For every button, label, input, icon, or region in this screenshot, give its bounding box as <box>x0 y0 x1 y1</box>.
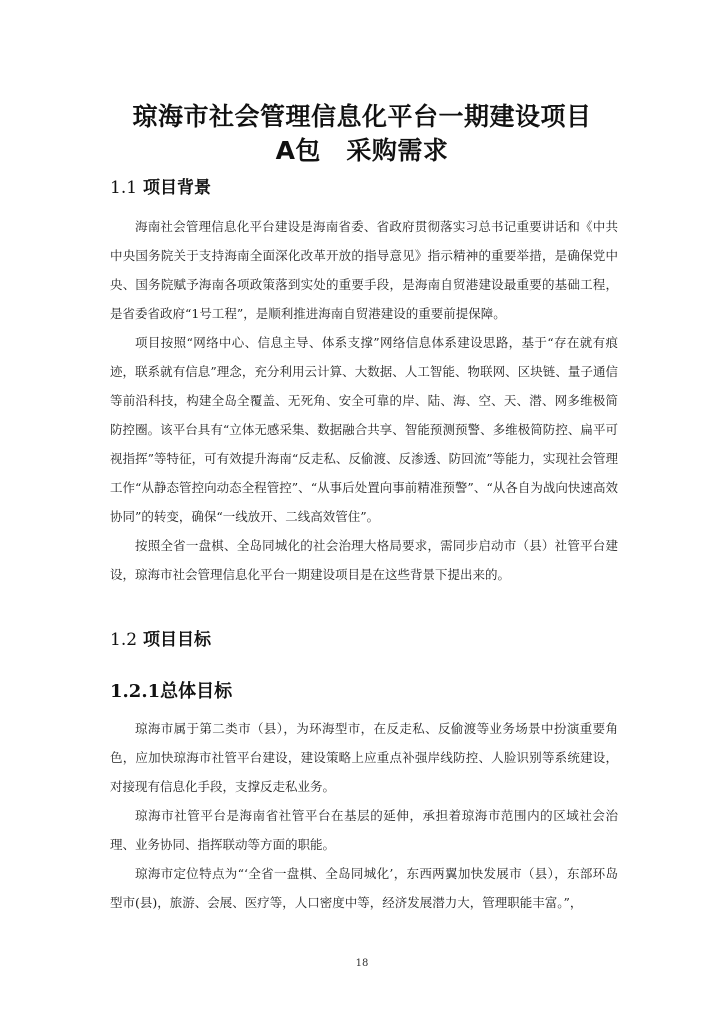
page-number: 18 <box>355 958 369 969</box>
section-number: 1.2.1 <box>110 681 161 702</box>
section-heading-1-2 <box>110 625 211 650</box>
paragraph-goal-3: 琼海市定位特点为“‘全省一盘棋、全岛同城化’，东西两翼加快发展市（县），东部环岛型市(县)，旅游、会展、医疗等，人口密度中等，经济发展潜力大，管理职能丰富。”， <box>110 866 618 910</box>
paragraph-background-3: 按照全省一盘棋、全岛同城化的社会治理大格局要求，需同步启动市（县）社管平台建设，琼海市社会管理信息化平台一期建设项目是在这些背景下提出来的。 <box>110 538 618 582</box>
document-title-line2: A包 采购需求 <box>275 136 449 165</box>
paragraph-goal-2: 琼海市社管平台是海南省社管平台在基层的延伸，承担着琼海市范围内的区域社会治理、业务协同、指挥联动等方面的职能。 <box>110 808 618 852</box>
section-heading-1-1 <box>110 173 211 198</box>
section-heading-1-2-1 <box>110 677 232 703</box>
section-title: 项目目标 <box>142 630 211 650</box>
section-title: 项目背景 <box>142 178 211 198</box>
document-title-line1: 琼海市社会管理信息化平台一期建设项目 <box>132 102 592 131</box>
paragraph-background-1: 海南社会管理信息化平台建设是海南省委、省政府贯彻落实习总书记重要讲话和《中共中央国务院关于支持海南全面深化改革开放的指导意见》指示精神的重要举措，是确保党中央、国务院赋予海南各项政策落到实处的重要手段，是海南自贸港建设最重要的基础工程，是省委省政府“1号工程”，是顺利推进海南自贸港建设的重要前提保障。 <box>110 219 618 321</box>
paragraph-background-2: 项目按照“网络中心、信息主导、体系支撑”网络信息体系建设思路，基于“存在就有痕迹，联系就有信息”理念，充分利用云计算、大数据、人工智能、物联网、区块链、量子通信等前沿科技，构建全岛全覆盖、无死角、安全可靠的岸、陆、海、空、天、潜、网多维极简防控圈。该平台具有“立体无感采集、数据融合共享、智能预测预警、多维极简防控、扁平可视指挥”等特征，可有效提升海南“反走私、反偷渡、反渗透、防回流”等能力，实现社会管理工作“从静态管控向动态全程管控”、“从事后处置向事前精准预警”、“从各自为战向快速高效协同”的转变，确保“一线放开、二线高效管住”。 <box>110 335 618 524</box>
section-number: 1.1 <box>110 178 138 198</box>
paragraph-goal-1: 琼海市属于第二类市（县），为环海型市，在反走私、反偷渡等业务场景中扮演重要角色，应加快琼海市社管平台建设，建设策略上应重点补强岸线防控、人脸识别等系统建设，对接现有信息化手段，支撑反走私业务。 <box>110 721 618 794</box>
section-number: 1.2 <box>110 630 138 650</box>
section-title: 总体目标 <box>160 681 233 702</box>
